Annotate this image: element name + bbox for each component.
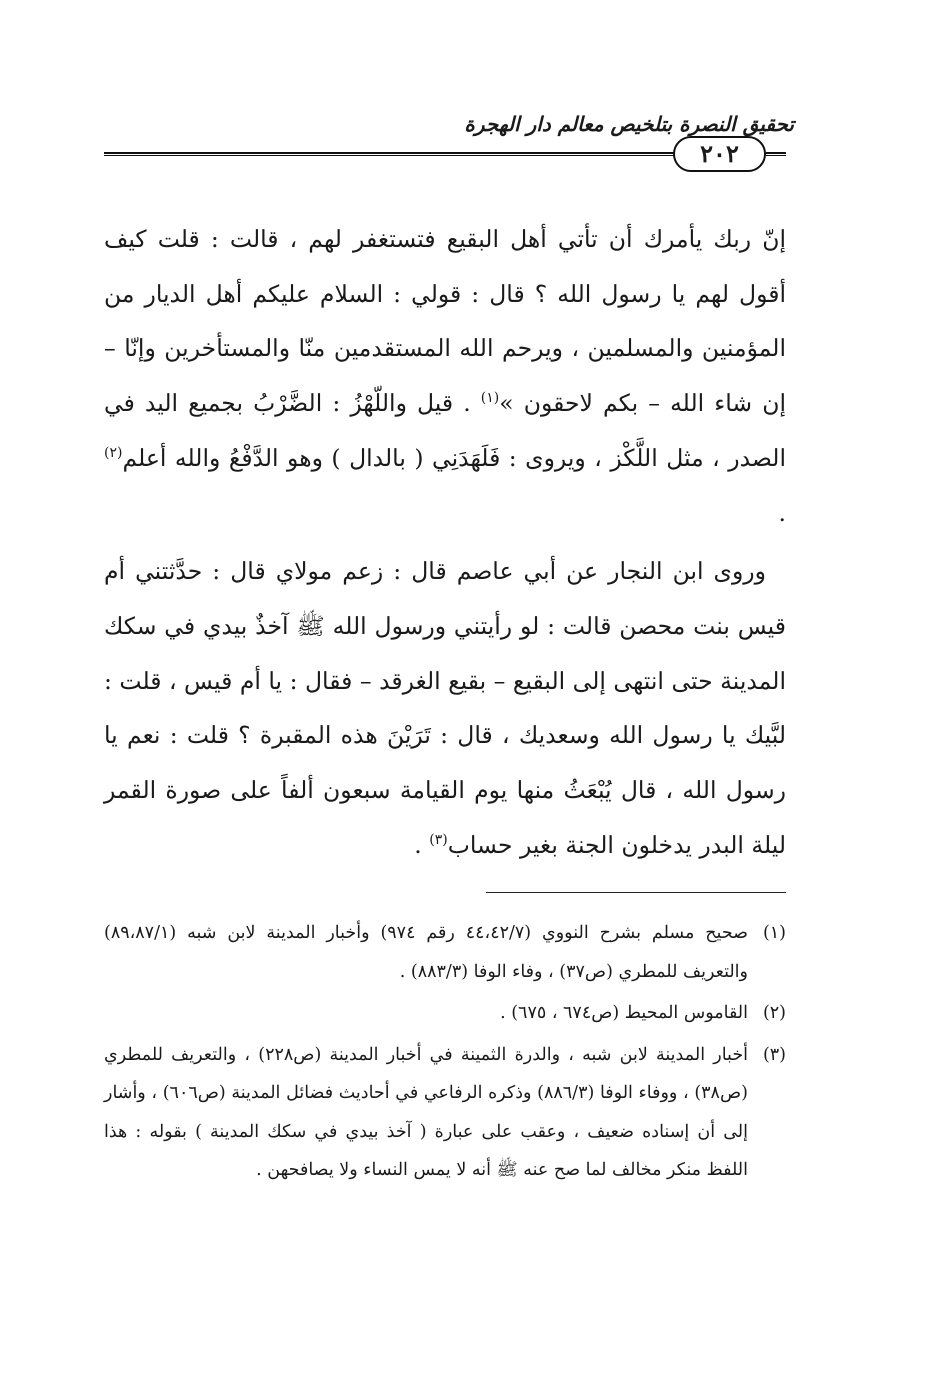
footnote-number: (٢) bbox=[762, 1003, 786, 1023]
paragraph-2-text: وروى ابن النجار عن أبي عاصم قال : زعم مولاي قال : حدَّثتني أم قيس بنت محصن قالت : لو رأيتني ورسول الله ﷺ آخذٌ بيدي في سكك المدينة حتى انتهى إلى البقيع – بقيع الغرقد – فقال : يا أم قيس ، قلت : لبَّيك يا رسول الله وسعديك ، قال : تَرَيْنَ هذه المقبرة ؟ قلت : نعم يا رسول الله ، قال يُبْعَثُ منها يوم القيامة سبعون ألفاً على صورة القمر ليلة البدر يدخلون الجنة بغير حساب bbox=[104, 557, 786, 859]
footnote-text: أخبار المدينة لابن شبه ، والدرة الثمينة في أخبار المدينة (ص٢٢٨) ، والتعريف للمطري (ص٣٨) ، ووفاء الوفا (٨٨٦/٣) وذكره الرفاعي في أحاديث فضائل المدينة (ص٦٠٦) ، وأشار إلى أن إسناده ضعيف ، وعقب على عبارة ( آخذ بيدي في سكك المدينة ) بقوله : هذا اللفظ منكر مخالف لما صح عنه ﷺ أنه لا يمس النساء ولا يصافحهن . bbox=[104, 1044, 749, 1180]
header-rule bbox=[104, 152, 674, 156]
footnote-text: القاموس المحيط (ص٦٧٤ ، ٦٧٥) . bbox=[500, 1003, 748, 1023]
footnote-1 bbox=[104, 914, 786, 991]
footnote-ref-2: (٢) bbox=[104, 444, 123, 461]
footnote-2 bbox=[104, 994, 786, 1033]
running-header-title: تحقيق النصرة بتلخيص معالم دار الهجرة bbox=[464, 112, 794, 136]
footnote-text: صحيح مسلم بشرح النووي (٤٤،٤٢/٧ رقم ٩٧٤) وأخبار المدينة لابن شبه (٨٩،٨٧/١) والتعريف للمطري (ص٣٧) ، وفاء الوفا (٨٨٣/٣) . bbox=[104, 923, 748, 982]
footnotes bbox=[104, 914, 786, 1193]
footnote-number: (١) bbox=[762, 923, 786, 943]
footnote-ref-3: (٣) bbox=[429, 831, 448, 848]
footnote-3 bbox=[104, 1036, 786, 1190]
paragraph-2 bbox=[104, 544, 786, 872]
main-text bbox=[104, 212, 786, 872]
footnote-ref-1: (١) bbox=[480, 390, 500, 407]
page-number: ٢٠٢ bbox=[700, 139, 739, 168]
paragraph-1-text-2: . قيل واللّهْزُ : الضَّرْبُ بجميع اليد في الصدر ، مثل اللَّكْز ، ويروى : فَلَهَدَنِي ( بالدال ) وهو الدَّفْعُ والله أعلم bbox=[104, 389, 786, 472]
footnote-divider bbox=[486, 892, 786, 893]
footnote-number: (٣) bbox=[762, 1044, 786, 1065]
header-rule-tail bbox=[766, 152, 786, 156]
paragraph-1-end: . bbox=[778, 498, 786, 527]
paragraph-1 bbox=[104, 212, 786, 540]
paragraph-1-text: إنّ ربك يأمرك أن تأتي أهل البقيع فتستغفر لهم ، قالت : قلت كيف أقول لهم يا رسول الله ؟ قال : قولي : السلام عليكم أهل الديار من المؤمنين والمسلمين ، ويرحم الله المستقدمين منّا والمستأخرين وإنّا – إن شاء الله – بكم لاحقون » bbox=[104, 225, 786, 418]
paragraph-2-end: . bbox=[414, 830, 422, 859]
